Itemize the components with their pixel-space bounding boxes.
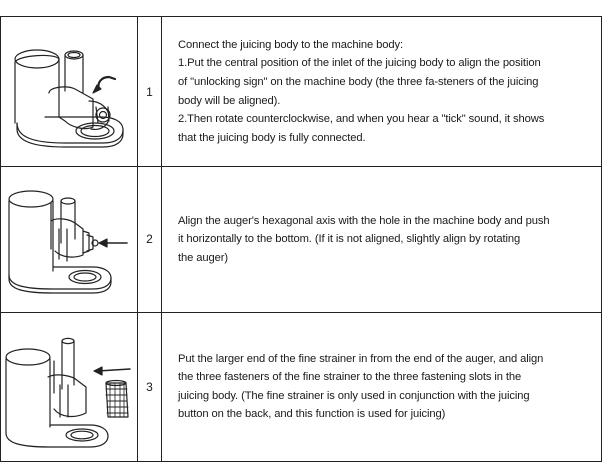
step-text-1 <box>162 17 602 167</box>
step-text-line: body will be aligned). <box>178 94 281 107</box>
step-illustration-cell-1 <box>1 17 138 167</box>
step-row-2 <box>1 167 602 312</box>
step-text-line: of "unlocking sign" on the machine body (the three fa-steners of the juicing <box>178 76 539 89</box>
step-text-line: Put the larger end of the fine strainer in from the end of the auger, and align <box>178 352 544 365</box>
step-text-line: the auger) <box>178 251 228 264</box>
step-text-line: Connect the juicing body to the machine body: <box>178 38 403 51</box>
step-row-1 <box>1 17 602 167</box>
step-text-3 <box>162 312 602 461</box>
step-text-line: that the juicing body is fully connected. <box>178 131 366 144</box>
juicer-rotate-illustration <box>5 27 133 157</box>
step-text-line: 2.Then rotate counterclockwise, and when you hear a "tick" sound, it shows <box>178 113 545 126</box>
step-row-3 <box>1 312 602 461</box>
step-illustration-cell-2 <box>1 167 138 312</box>
step-text-line: button on the back, and this function is used for juicing) <box>178 408 446 421</box>
step-number-2: 2 <box>138 167 162 312</box>
step-text-line: juicing body. (The fine strainer is only used in conjunction with the juicing <box>178 389 530 402</box>
step-text-line: Align the auger's hexagonal axis with the hole in the machine body and push <box>178 214 550 227</box>
strainer-insert-illustration <box>2 323 136 451</box>
step-number-3: 3 <box>138 312 162 461</box>
step-text-line: 1.Put the central position of the inlet of the juicing body to align the position <box>178 57 541 70</box>
auger-insert-illustration <box>3 179 135 299</box>
step-text-line: it horizontally to the bottom. (If it is not aligned, slightly align by rotating <box>178 233 521 246</box>
step-text-line: the three fasteners of the fine strainer to the three fastening slots in the <box>178 371 522 384</box>
step-illustration-cell-3 <box>1 312 138 461</box>
instruction-table <box>0 16 602 462</box>
step-number-1: 1 <box>138 17 162 167</box>
step-text-2 <box>162 167 602 312</box>
